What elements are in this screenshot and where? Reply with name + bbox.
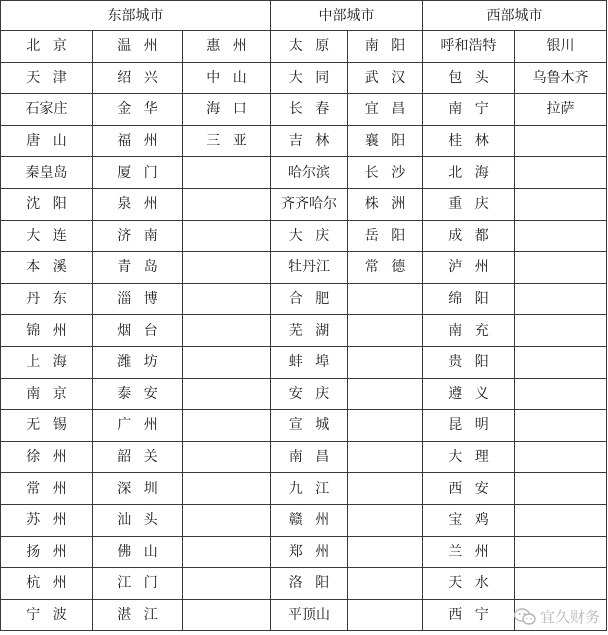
city-cell-east-col-3 (183, 378, 271, 410)
city-cell-central-col-2 (348, 283, 423, 315)
city-cell-east-col-2: 韶关 (93, 441, 183, 473)
city-cell-west-col-2 (515, 346, 607, 378)
city-cell-east-col-1: 天津 (1, 62, 93, 94)
city-cell-central-col-1: 吉林 (271, 125, 348, 157)
city-cell-east-col-3 (183, 157, 271, 189)
city-cell-central-col-1: 蚌埠 (271, 346, 348, 378)
city-cell-central-col-1: 合肥 (271, 283, 348, 315)
city-cell-central-col-2: 株洲 (348, 188, 423, 220)
table-row (1, 94, 607, 126)
city-cell-west-col-1: 南宁 (423, 94, 515, 126)
city-cell-east-col-1: 扬州 (1, 536, 93, 568)
city-cell-east-col-1: 常州 (1, 473, 93, 505)
table-row (1, 252, 607, 284)
city-cell-east-col-1: 大连 (1, 220, 93, 252)
city-cell-west-col-1: 昆明 (423, 410, 515, 442)
table-row (1, 283, 607, 315)
city-cell-east-col-2: 泰安 (93, 378, 183, 410)
city-cell-west-col-2 (515, 568, 607, 600)
table-row (1, 62, 607, 94)
table-row (1, 346, 607, 378)
city-cell-east-col-3 (183, 599, 271, 631)
city-cell-west-col-2 (515, 536, 607, 568)
city-cell-east-col-2: 淄博 (93, 283, 183, 315)
city-cell-west-col-1: 遵义 (423, 378, 515, 410)
city-cell-central-col-1: 郑州 (271, 536, 348, 568)
city-cell-central-col-1: 大同 (271, 62, 348, 94)
city-cell-west-col-2 (515, 125, 607, 157)
table-row (1, 315, 607, 347)
city-cell-central-col-2: 南阳 (348, 31, 423, 63)
city-cell-east-col-2: 青岛 (93, 252, 183, 284)
city-cell-east-col-1: 唐山 (1, 125, 93, 157)
city-cell-east-col-3: 海口 (183, 94, 271, 126)
table-row (1, 568, 607, 600)
city-cell-west-col-2 (515, 283, 607, 315)
city-cell-east-col-3 (183, 568, 271, 600)
city-cell-west-col-1: 西安 (423, 473, 515, 505)
city-cell-east-col-3 (183, 283, 271, 315)
city-cell-east-col-1: 锦州 (1, 315, 93, 347)
city-cell-east-col-2: 江门 (93, 568, 183, 600)
city-cell-west-col-2: 银川 (515, 31, 607, 63)
city-cell-east-col-3 (183, 315, 271, 347)
city-cell-east-col-3: 惠州 (183, 31, 271, 63)
city-cell-east-col-3 (183, 220, 271, 252)
city-cell-west-col-1: 绵阳 (423, 283, 515, 315)
city-cell-west-col-2 (515, 441, 607, 473)
city-cell-east-col-3 (183, 346, 271, 378)
city-cell-east-col-1: 无锡 (1, 410, 93, 442)
city-cell-east-col-1: 本溪 (1, 252, 93, 284)
city-cell-east-col-2: 汕头 (93, 504, 183, 536)
city-cell-east-col-3: 三亚 (183, 125, 271, 157)
city-cell-central-col-2: 武汉 (348, 62, 423, 94)
city-cell-central-col-2 (348, 410, 423, 442)
city-cell-central-col-1: 南昌 (271, 441, 348, 473)
city-cell-east-col-3 (183, 473, 271, 505)
city-cell-central-col-2: 常德 (348, 252, 423, 284)
city-cell-central-col-1: 牡丹江 (271, 252, 348, 284)
city-cell-central-col-2 (348, 378, 423, 410)
city-cell-central-col-1: 哈尔滨 (271, 157, 348, 189)
city-cell-central-col-2 (348, 315, 423, 347)
city-cell-east-col-3: 中山 (183, 62, 271, 94)
city-cell-west-col-2 (515, 188, 607, 220)
table-row (1, 31, 607, 63)
city-cell-central-col-1: 宣城 (271, 410, 348, 442)
city-cell-west-col-1: 兰州 (423, 536, 515, 568)
city-cell-west-col-1: 重庆 (423, 188, 515, 220)
city-cell-east-col-2: 潍坊 (93, 346, 183, 378)
city-cell-east-col-1: 杭州 (1, 568, 93, 600)
city-cell-west-col-2 (515, 410, 607, 442)
city-cell-east-col-2: 绍兴 (93, 62, 183, 94)
city-cell-west-col-1: 包头 (423, 62, 515, 94)
city-cell-central-col-1: 长春 (271, 94, 348, 126)
table-row (1, 410, 607, 442)
city-cell-central-col-1: 太原 (271, 31, 348, 63)
city-cell-central-col-1: 大庆 (271, 220, 348, 252)
city-cell-west-col-2 (515, 315, 607, 347)
west-cities-header: 西部城市 (423, 1, 607, 31)
city-cell-central-col-2 (348, 441, 423, 473)
city-cell-central-col-2 (348, 346, 423, 378)
city-cell-east-col-1: 沈阳 (1, 188, 93, 220)
city-cell-west-col-1: 成都 (423, 220, 515, 252)
city-cell-east-col-3 (183, 252, 271, 284)
city-cell-central-col-2: 长沙 (348, 157, 423, 189)
city-cell-west-col-2 (515, 157, 607, 189)
city-cell-central-col-2: 襄阳 (348, 125, 423, 157)
watermark-text: 宜久财务 (539, 608, 600, 626)
city-cell-central-col-2: 宜昌 (348, 94, 423, 126)
city-cell-east-col-2: 济南 (93, 220, 183, 252)
city-cell-east-col-3 (183, 504, 271, 536)
city-cell-central-col-1: 安庆 (271, 378, 348, 410)
city-cell-central-col-1: 九江 (271, 473, 348, 505)
city-cell-east-col-1: 秦皇岛 (1, 157, 93, 189)
city-cell-central-col-1: 齐齐哈尔 (271, 188, 348, 220)
city-cell-east-col-1: 南京 (1, 378, 93, 410)
city-cell-central-col-2 (348, 473, 423, 505)
city-cell-east-col-2: 深圳 (93, 473, 183, 505)
city-cell-central-col-1: 平顶山 (271, 599, 348, 631)
table-row (1, 599, 607, 631)
city-cell-east-col-1: 丹东 (1, 283, 93, 315)
city-cell-east-col-1: 上海 (1, 346, 93, 378)
city-cell-central-col-2 (348, 599, 423, 631)
city-cell-east-col-1: 徐州 (1, 441, 93, 473)
city-cell-east-col-1: 苏州 (1, 504, 93, 536)
city-cell-west-col-1: 泸州 (423, 252, 515, 284)
table-row (1, 473, 607, 505)
table-row (1, 504, 607, 536)
city-cell-west-col-1: 西宁 (423, 599, 515, 631)
city-cell-east-col-3 (183, 410, 271, 442)
table-row (1, 441, 607, 473)
city-cell-east-col-2: 金华 (93, 94, 183, 126)
table-row (1, 220, 607, 252)
city-cell-east-col-2: 温州 (93, 31, 183, 63)
city-cell-west-col-1: 天水 (423, 568, 515, 600)
city-cell-central-col-1: 赣州 (271, 504, 348, 536)
city-cell-west-col-2 (515, 599, 607, 631)
city-cell-central-col-1: 洛阳 (271, 568, 348, 600)
city-cell-west-col-2 (515, 473, 607, 505)
city-cell-central-col-2: 岳阳 (348, 220, 423, 252)
city-cell-west-col-1: 贵阳 (423, 346, 515, 378)
city-cell-east-col-2: 湛江 (93, 599, 183, 631)
city-cell-west-col-1: 桂林 (423, 125, 515, 157)
city-cell-east-col-1: 宁波 (1, 599, 93, 631)
central-cities-header: 中部城市 (271, 1, 423, 31)
city-cell-east-col-2: 佛山 (93, 536, 183, 568)
city-cell-east-col-2: 厦门 (93, 157, 183, 189)
city-cell-east-col-2: 广州 (93, 410, 183, 442)
table-row (1, 188, 607, 220)
city-cell-central-col-2 (348, 504, 423, 536)
city-cell-west-col-1: 宝鸡 (423, 504, 515, 536)
table-row (1, 378, 607, 410)
city-cell-east-col-1: 石家庄 (1, 94, 93, 126)
city-cell-east-col-1: 北京 (1, 31, 93, 63)
city-cell-east-col-2: 泉州 (93, 188, 183, 220)
city-cell-west-col-2: 拉萨 (515, 94, 607, 126)
city-cell-west-col-2 (515, 252, 607, 284)
city-cell-west-col-1: 呼和浩特 (423, 31, 515, 63)
city-cell-west-col-1: 大理 (423, 441, 515, 473)
city-cell-central-col-2 (348, 568, 423, 600)
city-cell-west-col-2 (515, 220, 607, 252)
city-cell-east-col-3 (183, 441, 271, 473)
header-row (1, 1, 607, 31)
city-cell-east-col-2: 福州 (93, 125, 183, 157)
city-cell-west-col-2: 乌鲁木齐 (515, 62, 607, 94)
city-cell-east-col-3 (183, 188, 271, 220)
city-cell-west-col-1: 南充 (423, 315, 515, 347)
table-row (1, 157, 607, 189)
city-cell-west-col-2 (515, 504, 607, 536)
city-cell-east-col-3 (183, 536, 271, 568)
table-row (1, 536, 607, 568)
table-row (1, 125, 607, 157)
city-cell-west-col-2 (515, 378, 607, 410)
city-cell-east-col-2: 烟台 (93, 315, 183, 347)
east-cities-header: 东部城市 (1, 1, 271, 31)
city-cell-west-col-1: 北海 (423, 157, 515, 189)
city-cell-central-col-1: 芜湖 (271, 315, 348, 347)
city-cell-central-col-2 (348, 536, 423, 568)
